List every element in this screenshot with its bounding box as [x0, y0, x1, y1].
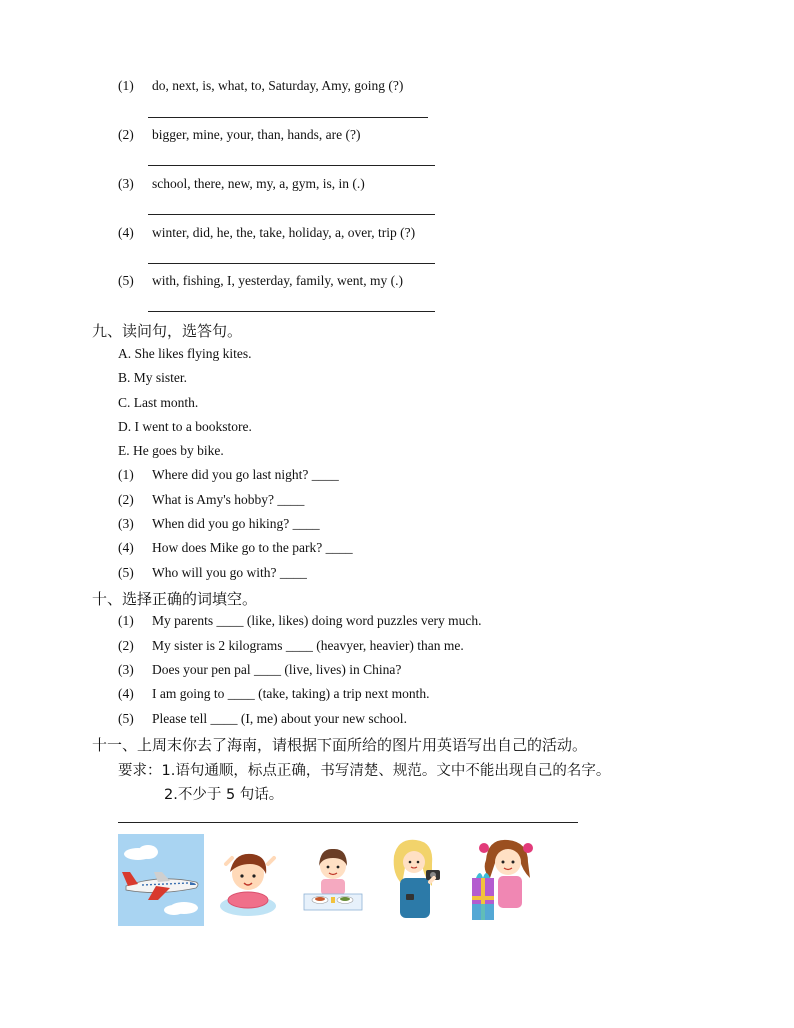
reorder-words: with, fishing, I, yesterday, family, went, my (.): [152, 273, 403, 288]
reorder-item-2: (2) bigger, mine, your, than, hands, are (?): [118, 127, 361, 142]
section-9-heading: 九、读问句，选答句。: [92, 322, 243, 340]
fill-item-3: (3) Does your pen pal ____ (live, lives) in China?: [118, 662, 402, 677]
eating-girl-icon: [290, 834, 376, 926]
camera-woman-icon: [376, 834, 462, 926]
gift-girl-picture: [462, 834, 548, 926]
fill-item-5: (5) Please tell ____ (I, me) about your new school.: [118, 711, 407, 726]
fill-item-2: (2) My sister is 2 kilograms ____ (heavyer, heavier) than me.: [118, 638, 464, 653]
option-a: A. She likes flying kites.: [118, 346, 252, 361]
reorder-item-1: (1) do, next, is, what, to, Saturday, Amy, going (?): [118, 78, 404, 93]
swimming-girl-picture: [204, 834, 290, 926]
reorder-words: winter, did, he, the, take, holiday, a, over, trip (?): [152, 225, 416, 240]
requirement-2: 2.不少于 5 句话。: [164, 787, 284, 803]
option-c: C. Last month.: [118, 395, 199, 410]
airplane-icon: [118, 834, 204, 926]
answer-line[interactable]: [148, 117, 428, 118]
section-10-heading: 十、选择正确的词填空。: [92, 590, 258, 608]
reorder-item-5: (5) with, fishing, I, yesterday, family, went, my (.): [118, 273, 403, 288]
answer-line[interactable]: [148, 311, 435, 312]
option-d: D. I went to a bookstore.: [118, 419, 252, 434]
eating-girl-picture: [290, 834, 376, 926]
swimming-girl-icon: [204, 834, 290, 926]
picture-strip: [118, 834, 550, 926]
question-4: (4) How does Mike go to the park? ____: [118, 540, 353, 555]
answer-line[interactable]: [148, 165, 435, 166]
answer-line[interactable]: [148, 214, 435, 215]
option-b: B. My sister.: [118, 370, 188, 385]
writing-line[interactable]: [118, 822, 578, 823]
airplane-picture: [118, 834, 204, 926]
gift-girl-icon: [462, 834, 548, 926]
reorder-words: school, there, new, my, a, gym, is, in (.): [152, 176, 365, 191]
reorder-item-3: (3) school, there, new, my, a, gym, is, in (.): [118, 176, 365, 191]
requirement-1: 要求：1.语句通顺，标点正确，书写清楚、规范。文中不能出现自己的名字。: [118, 763, 611, 779]
fill-item-1: (1) My parents ____ (like, likes) doing word puzzles very much.: [118, 613, 482, 628]
photo-woman-picture: [376, 834, 462, 926]
question-5: (5) Who will you go with? ____: [118, 565, 307, 580]
question-1: (1) Where did you go last night? ____: [118, 467, 339, 482]
reorder-words: bigger, mine, your, than, hands, are (?): [152, 127, 361, 142]
question-2: (2) What is Amy's hobby? ____: [118, 492, 305, 507]
reorder-words: do, next, is, what, to, Saturday, Amy, going (?): [152, 78, 404, 93]
answer-line[interactable]: [148, 263, 435, 264]
fill-item-4: (4) I am going to ____ (take, taking) a trip next month.: [118, 686, 430, 701]
question-3: (3) When did you go hiking? ____: [118, 516, 320, 531]
reorder-item-4: (4) winter, did, he, the, take, holiday, a, over, trip (?): [118, 225, 416, 240]
section-11-heading: 十一、上周末你去了海南，请根据下面所给的图片用英语写出自己的活动。: [92, 736, 588, 754]
option-e: E. He goes by bike.: [118, 443, 224, 458]
